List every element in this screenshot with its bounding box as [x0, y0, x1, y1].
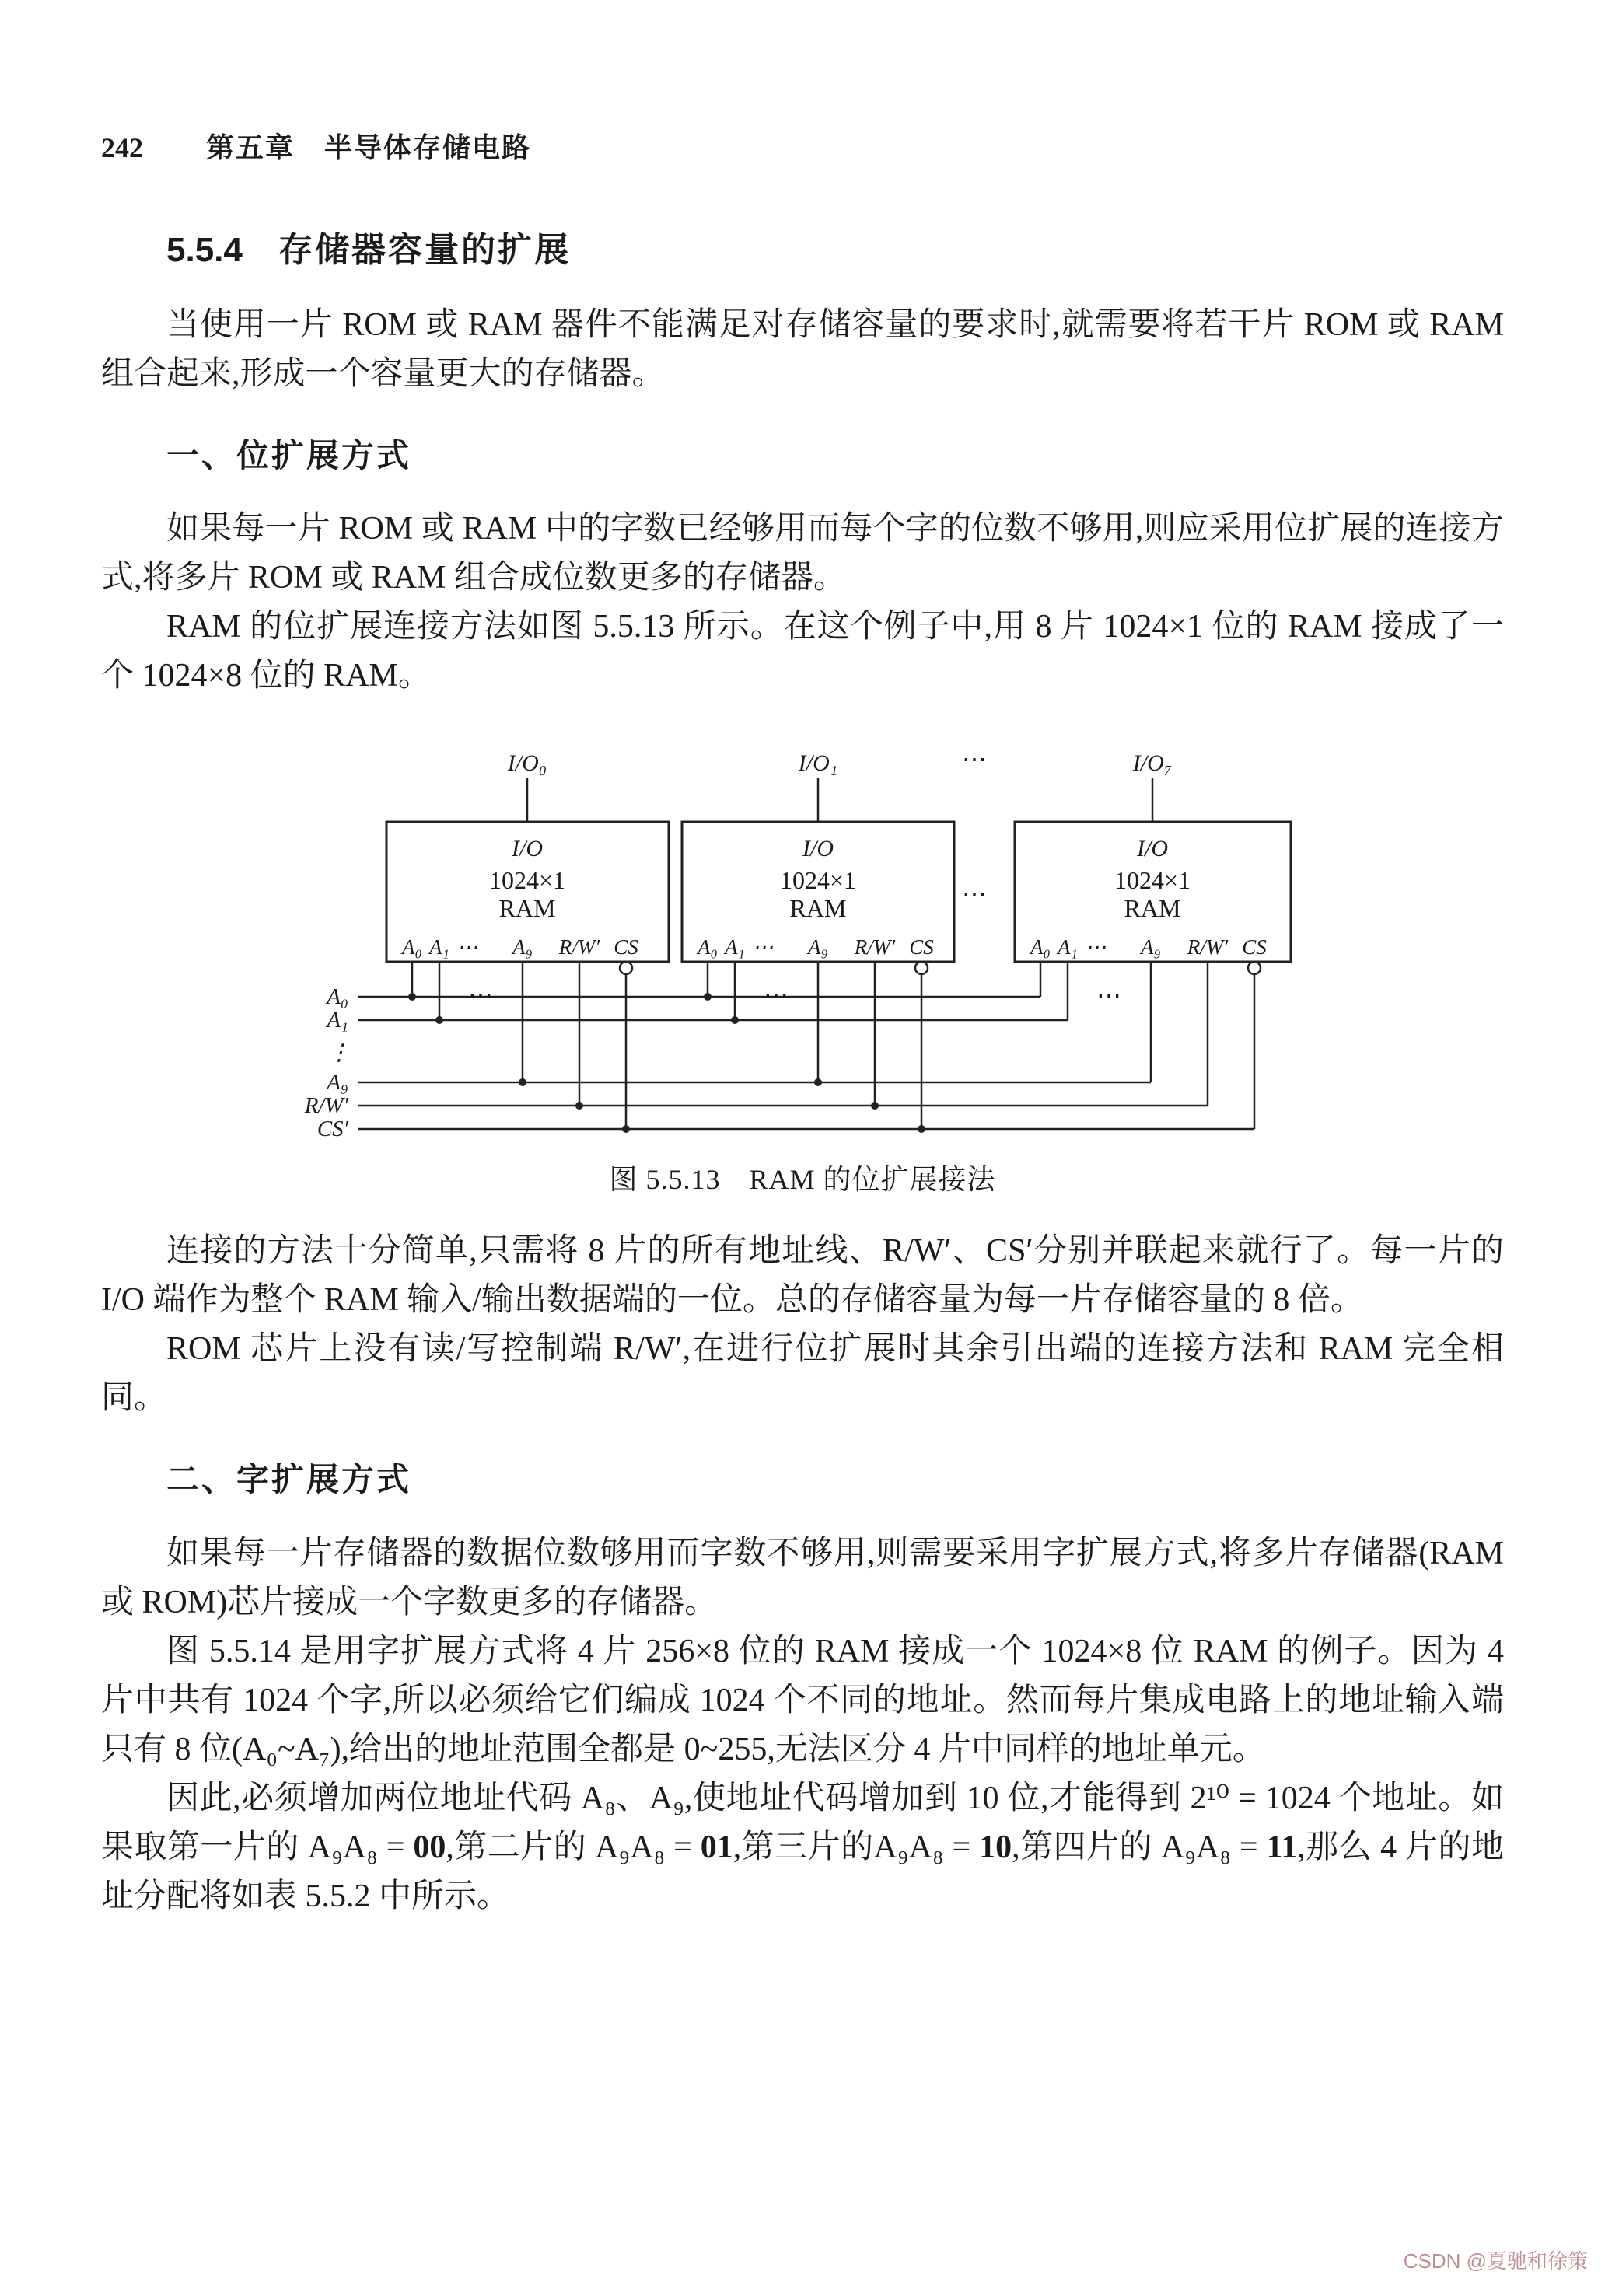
pin-ellipsis: ⋯ — [752, 935, 774, 959]
paragraph-intro: 当使用一片 ROM 或 RAM 器件不能满足对存储容量的要求时,就需要将若干片 ROM 或 RAM 组合起来,形成一个容量更大的存储器。 — [101, 306, 1504, 392]
junction-dot — [918, 1125, 925, 1133]
section-heading — [166, 230, 1504, 271]
pin-cs: CS — [909, 935, 934, 959]
bus-labels — [304, 984, 351, 1141]
chapter-title: 第五章 半导体存储电路 — [206, 131, 532, 163]
pin-a9: A₉ — [512, 935, 533, 959]
text-run: ,第四片的 A₉A₈ = — [1012, 1829, 1267, 1865]
address-code-01: 01 — [700, 1829, 733, 1865]
pin-a9: A₉ — [1141, 935, 1161, 959]
subsection-word-expansion-heading: 二、字扩展方式 — [166, 1461, 412, 1498]
chip-size-label: 1024×1 — [1114, 866, 1191, 895]
bus-label-cs: CS′ — [316, 1117, 348, 1142]
page-number: 242 — [101, 132, 143, 163]
chip-name-label: RAM — [1124, 894, 1181, 923]
junction-dot — [871, 1102, 879, 1110]
bus-label-a9: A₉ — [327, 1070, 348, 1096]
bus-label-a0: A₀ — [327, 984, 348, 1010]
io7-label: I/O₇ — [1132, 750, 1173, 777]
pin-a1: A₁ — [725, 935, 745, 959]
junction-dot — [704, 993, 712, 1001]
address-code-11: 11 — [1266, 1829, 1298, 1865]
figure-caption: 图 5.5.13 RAM 的位扩展接法 — [609, 1164, 996, 1196]
address-ellipsis: ⋯ — [1096, 981, 1121, 1010]
paragraph-word-expansion-2: 图 5.5.14 是用字扩展方式将 4 片 256×8 位的 RAM 接成一个 1024×8 位 RAM 的例子。因为 4 片中共有 1024 个字,所以必须给它们编成 1024 个不同的地址。然而每片集成电路上的地址输入端只有 8 位(A₀~A₇),给出的地址范围全都是 0~255,无法区分 4 片中同样的地址单元。 — [101, 1633, 1504, 1767]
paragraph-bit-expansion-1: 如果每一片 ROM 或 RAM 中的字数已经够用而每个字的位数不够用,则应采用位扩展的连接方式,将多片 ROM 或 RAM 组合成位数更多的存储器。 — [101, 511, 1504, 596]
pin-a1: A₁ — [429, 935, 449, 959]
figure-5-5-13 — [101, 730, 1504, 1197]
pin-a0: A₀ — [698, 935, 718, 959]
paragraph-bit-expansion-2: RAM 的位扩展连接方法如图 5.5.13 所示。在这个例子中,用 8 片 1024×1 位的 RAM 接成了一个 1024×8 位的 RAM。 — [101, 609, 1504, 694]
watermark: CSDN @夏驰和徐策 — [1403, 2249, 1588, 2273]
paragraph-word-expansion-1: 如果每一片存储器的数据位数够用而字数不够用,则需要采用字扩展方式,将多片存储器(RAM 或 ROM)芯片接成一个字数更多的存储器。 — [101, 1535, 1504, 1620]
io-ellipsis: ⋯ — [962, 745, 987, 774]
chip-name-label: RAM — [789, 894, 847, 923]
text-run: ,第二片的 A₉A₈ = — [446, 1829, 701, 1865]
text-run: ,那么 4 片的地址分配将如表 5.5.2 中所示。 — [101, 1829, 1504, 1914]
junction-dot — [814, 1078, 822, 1086]
cs-bubble-icon — [1248, 962, 1261, 974]
junction-dot — [731, 1016, 739, 1024]
cs-inversion-bubbles — [620, 962, 1261, 974]
pin-rw: R/W′ — [558, 935, 600, 959]
junction-dot — [408, 993, 416, 1001]
text-run: ,第三片的A₉A₈ = — [733, 1829, 980, 1865]
chips-ellipsis: ⋯ — [962, 880, 987, 909]
ram-chip-1 — [400, 836, 638, 1009]
address-code-00: 00 — [413, 1829, 446, 1865]
chip-size-label: 1024×1 — [779, 866, 857, 895]
pin-ellipsis: ⋯ — [456, 935, 478, 959]
pin-rw: R/W′ — [1187, 935, 1229, 959]
junction-dot — [519, 1078, 526, 1086]
paragraph-word-expansion-3 — [101, 1774, 1504, 1921]
bit-expansion-circuit-diagram — [295, 730, 1400, 1142]
cs-bubble-icon — [915, 962, 928, 974]
ram-chip-3 — [1029, 836, 1267, 1009]
pin-cs: CS — [614, 935, 638, 959]
wire-group — [358, 778, 1254, 1129]
bus-label-a1: A₁ — [327, 1008, 348, 1033]
section-number: 5.5.4 — [166, 231, 243, 269]
pin-a9: A₉ — [808, 935, 828, 959]
io0-label: I/O₀ — [507, 750, 547, 777]
pin-cs: CS — [1242, 935, 1267, 959]
pin-a1: A₁ — [1058, 935, 1078, 959]
address-ellipsis: ⋯ — [764, 981, 789, 1010]
paragraph-bit-expansion-4: ROM 芯片上没有读/写控制端 R/W′,在进行位扩展时其余引出端的连接方法和 RAM 完全相同。 — [101, 1331, 1504, 1417]
chip-size-label: 1024×1 — [488, 866, 566, 895]
cs-bubble-icon — [620, 962, 632, 974]
text-run: 因此,必须增加两位地址代码 A₈、A₉,使地址代码增加到 10 位,才能得到 2¹⁰ = 1024 个地址。如果取第一片的 A₉A₈ = — [101, 1780, 1504, 1865]
pin-rw: R/W′ — [854, 935, 896, 959]
pin-a0: A₀ — [402, 935, 422, 959]
address-code-10: 10 — [979, 1829, 1012, 1865]
page-header — [101, 132, 1504, 163]
chip-io-label: I/O — [802, 836, 834, 862]
bus-label-rw: R/W′ — [304, 1093, 348, 1119]
section-title: 存储器容量的扩展 — [278, 231, 572, 269]
junction-dots — [408, 993, 925, 1133]
io1-label: I/O₁ — [798, 750, 838, 777]
chip-io-label: I/O — [1137, 836, 1168, 862]
paragraph-bit-expansion-3: 连接的方法十分简单,只需将 8 片的所有地址线、R/W′、CS′分别并联起来就行了。每一片的 I/O 端作为整个 RAM 输入/输出数据端的一位。总的存储容量为每一片存储容量的 8 倍。 — [101, 1233, 1504, 1319]
subsection-bit-expansion-heading: 一、位扩展方式 — [166, 436, 412, 474]
bus-vertical-ellipsis: ⋮ — [327, 1040, 351, 1066]
address-ellipsis: ⋯ — [468, 981, 493, 1010]
pin-a0: A₀ — [1030, 935, 1051, 959]
junction-dot — [622, 1125, 630, 1133]
ram-chip-2 — [696, 836, 934, 1009]
junction-dot — [435, 1016, 443, 1024]
junction-dot — [575, 1102, 583, 1110]
chip-io-label: I/O — [512, 836, 543, 862]
pin-ellipsis: ⋯ — [1085, 935, 1107, 959]
chip-name-label: RAM — [498, 894, 556, 923]
